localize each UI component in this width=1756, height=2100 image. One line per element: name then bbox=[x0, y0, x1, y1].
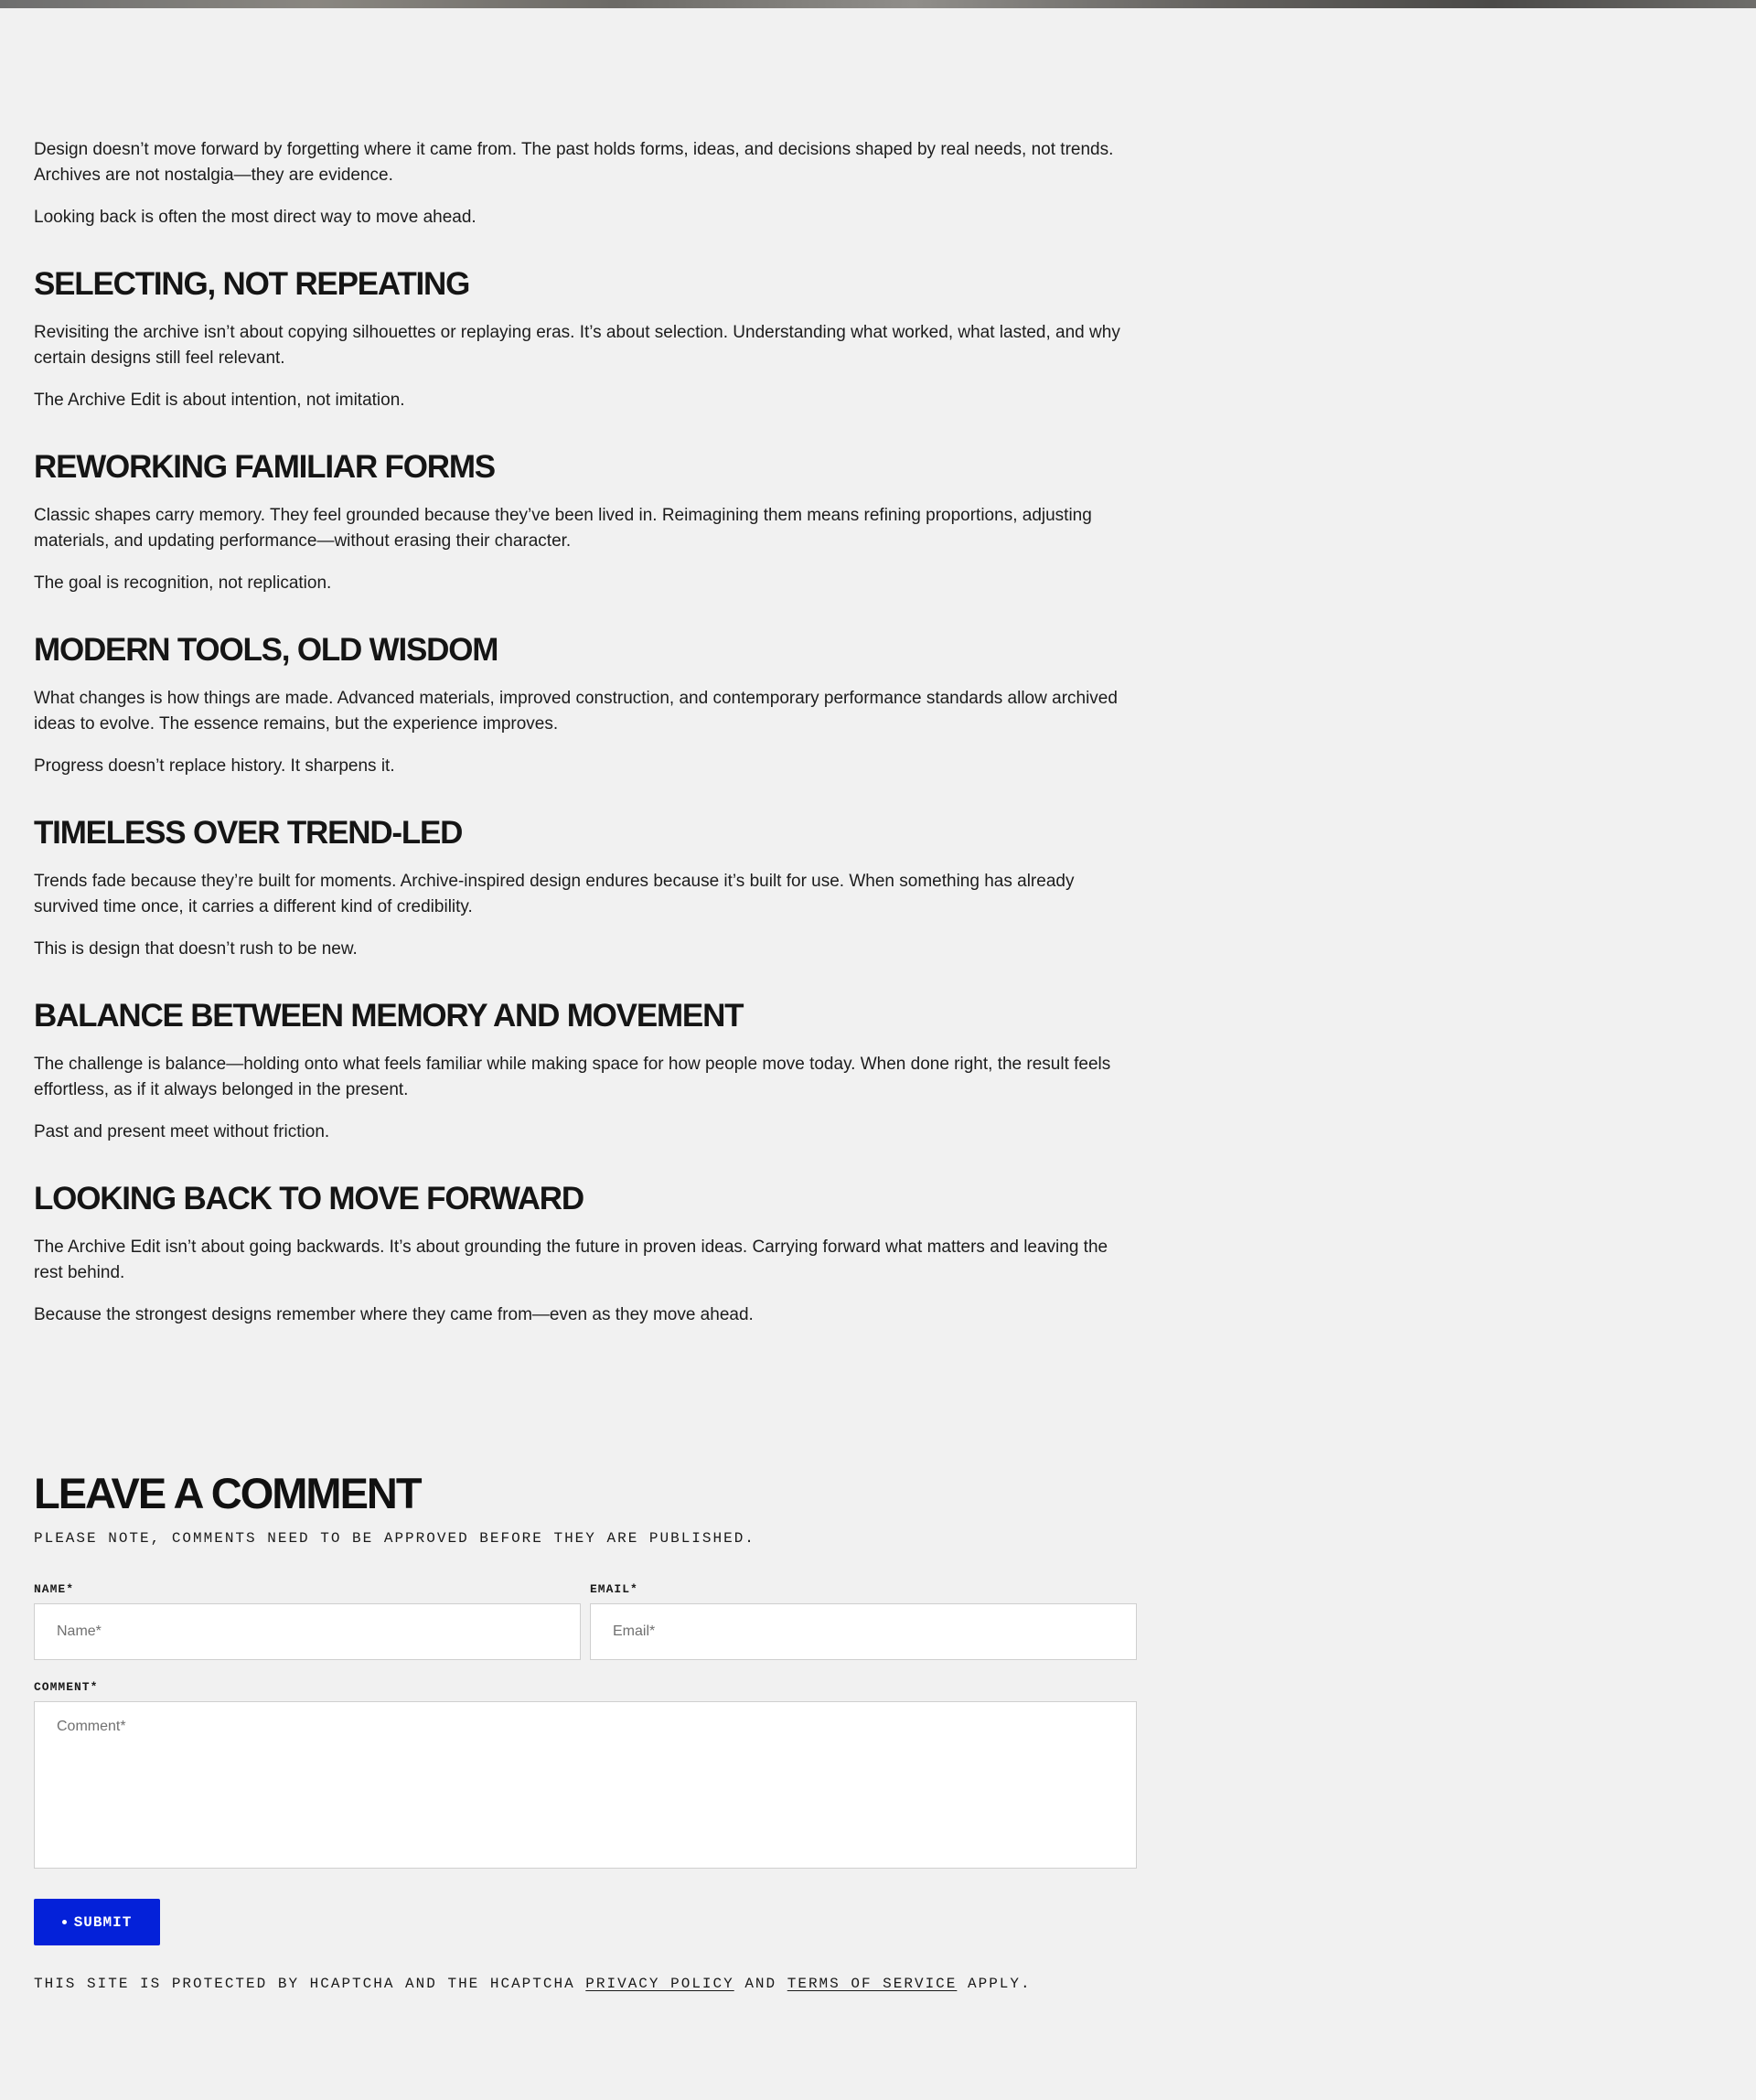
section-heading: SELECTING, NOT REPEATING bbox=[34, 266, 470, 302]
intro-paragraph: Looking back is often the most direct way to move ahead. bbox=[34, 208, 476, 227]
section-paragraph: This is design that doesn’t rush to be new. bbox=[34, 939, 358, 959]
article-intro bbox=[34, 137, 1131, 230]
captcha-prefix: THIS SITE IS PROTECTED BY HCAPTCHA AND THE HCAPTCHA bbox=[34, 1976, 575, 1992]
submit-button[interactable] bbox=[34, 1899, 160, 1945]
email-field-group bbox=[590, 1582, 1137, 1660]
bullet-dot-icon bbox=[62, 1920, 67, 1924]
article-section bbox=[34, 997, 1131, 1145]
captcha-suffix: APPLY. bbox=[967, 1976, 1032, 1992]
name-label: NAME* bbox=[34, 1582, 75, 1596]
section-paragraph: Trends fade because they’re built for moments. Archive-inspired design endures because it’s built for use. When something has already survived time once, it carries a different kind of credibility. bbox=[34, 872, 1075, 916]
name-email-row bbox=[34, 1582, 1137, 1660]
article-section bbox=[34, 814, 1131, 962]
comment-label: COMMENT* bbox=[34, 1680, 99, 1694]
section-paragraph: Past and present meet without friction. bbox=[34, 1122, 330, 1141]
article-section bbox=[34, 448, 1131, 596]
comment-form-section bbox=[34, 1468, 1137, 1993]
article-section bbox=[34, 265, 1131, 413]
hcaptcha-notice bbox=[34, 1975, 1137, 1993]
section-paragraph: The Archive Edit isn’t about going backwards. It’s about grounding the future in proven ideas. Carrying forward what matters and leaving the rest behind. bbox=[34, 1238, 1108, 1282]
submit-button-label: SUBMIT bbox=[73, 1913, 133, 1931]
comment-field-group bbox=[34, 1680, 1137, 1873]
hero-image-bottom-edge bbox=[0, 0, 1756, 8]
name-field-group bbox=[34, 1582, 581, 1660]
section-paragraph: The Archive Edit is about intention, not imitation. bbox=[34, 391, 405, 410]
section-paragraph: Because the strongest designs remember where they came from—even as they move ahead. bbox=[34, 1305, 754, 1324]
email-label: EMAIL* bbox=[590, 1582, 638, 1596]
moderation-note: PLEASE NOTE, COMMENTS NEED TO BE APPROVED BEFORE THEY ARE PUBLISHED. bbox=[34, 1530, 755, 1547]
article-section bbox=[34, 1180, 1131, 1328]
section-heading: LOOKING BACK TO MOVE FORWARD bbox=[34, 1181, 584, 1216]
name-input[interactable] bbox=[34, 1603, 581, 1660]
section-paragraph: Progress doesn’t replace history. It sharpens it. bbox=[34, 756, 395, 776]
section-paragraph: Classic shapes carry memory. They feel grounded because they’ve been lived in. Reimagining them means refining proportions, adjusting materials, and updating performance—without erasing their character. bbox=[34, 506, 1092, 551]
section-paragraph: The goal is recognition, not replication. bbox=[34, 573, 332, 593]
comment-textarea[interactable] bbox=[34, 1701, 1137, 1869]
article-body bbox=[34, 137, 1131, 1328]
section-paragraph: What changes is how things are made. Advanced materials, improved construction, and contemporary performance standards allow archived ideas to evolve. The essence remains, but the experience improves. bbox=[34, 689, 1118, 734]
article-section bbox=[34, 631, 1131, 779]
section-heading: TIMELESS OVER TREND-LED bbox=[34, 815, 463, 851]
section-heading: BALANCE BETWEEN MEMORY AND MOVEMENT bbox=[34, 998, 744, 1034]
section-paragraph: The challenge is balance—holding onto what feels familiar while making space for how people move today. When done right, the result feels effortless, as if it always belonged in the present. bbox=[34, 1055, 1111, 1099]
email-input[interactable] bbox=[590, 1603, 1137, 1660]
terms-of-service-link[interactable]: TERMS OF SERVICE bbox=[787, 1976, 958, 1992]
intro-paragraph: Design doesn’t move forward by forgetting where it came from. The past holds forms, ideas, and decisions shaped by real needs, not trends. Archives are not nostalgia—they are evidence. bbox=[34, 140, 1114, 185]
captcha-and: AND bbox=[744, 1976, 777, 1992]
privacy-policy-link[interactable]: PRIVACY POLICY bbox=[585, 1976, 734, 1992]
section-heading: MODERN TOOLS, OLD WISDOM bbox=[34, 632, 498, 668]
section-heading: REWORKING FAMILIAR FORMS bbox=[34, 449, 495, 485]
section-paragraph: Revisiting the archive isn’t about copying silhouettes or replaying eras. It’s about selection. Understanding what worked, what lasted, and why certain designs still feel relevant. bbox=[34, 323, 1120, 368]
comment-form-title: LEAVE A COMMENT bbox=[34, 1469, 421, 1517]
comment-form bbox=[34, 1582, 1137, 1945]
